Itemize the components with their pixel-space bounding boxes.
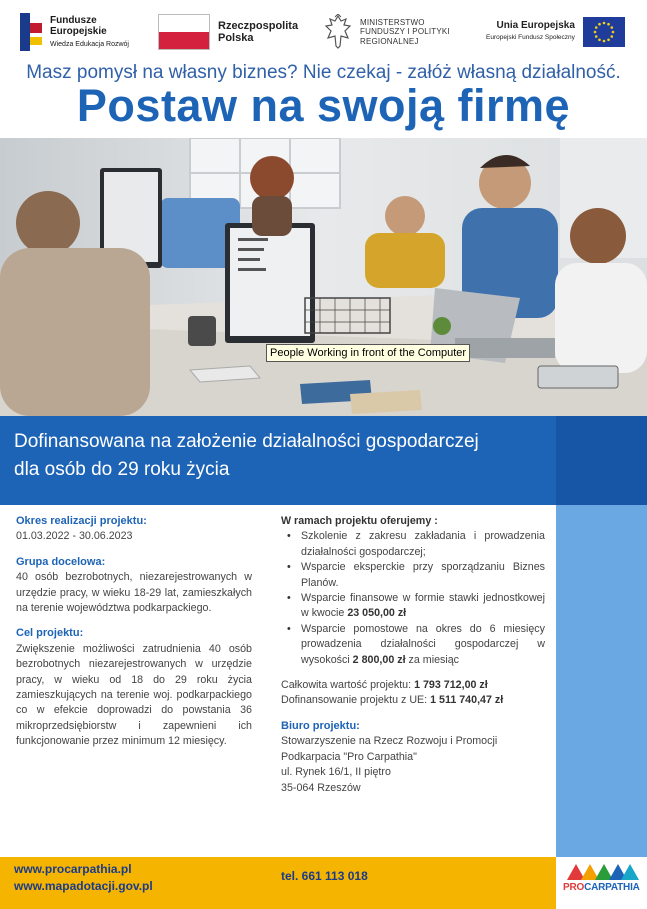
offer-item-3 (301, 591, 545, 622)
rzeczpospolita-logo (158, 12, 298, 52)
office-heading: Biuro projektu: (281, 719, 360, 732)
pl-line2: Polska (218, 32, 254, 44)
offer-4-post: za miesiąc (405, 653, 460, 666)
footer-phone: tel. 661 113 018 (281, 869, 368, 883)
eu-star (610, 35, 613, 38)
procarpathia-wordmark (563, 882, 639, 893)
min-line2: FUNDUSZY I POLITYKI (360, 27, 450, 37)
fe-line3: Wiedza Edukacja Rozwój (50, 40, 129, 48)
eu-star (595, 35, 598, 38)
logo-bar (0, 0, 647, 62)
ue-line1: Unia Europejska (496, 20, 575, 31)
right-column (281, 514, 545, 796)
office-line4: 35-064 Rzeszów (281, 781, 361, 794)
office-line3: ul. Rynek 16/1, II piętro (281, 766, 391, 779)
ue-line2: Europejski Fundusz Społeczny (486, 34, 575, 41)
offer-list (281, 529, 545, 668)
headline-band-text (14, 428, 554, 484)
eu-flag-icon (583, 17, 625, 47)
goal-heading: Cel projektu: (16, 627, 84, 640)
cofin-label: Dofinansowanie projektu z UE: (281, 694, 431, 707)
eagle-icon (324, 14, 352, 50)
polish-flag-icon (158, 14, 210, 50)
link-procarpathia[interactable]: www.procarpathia.pl (14, 862, 132, 876)
logo-pro: PRO (563, 882, 585, 893)
band-line1: Dofinansowana na założenie działalności gospodarczej (14, 431, 479, 452)
eu-star (610, 26, 613, 29)
office-line1: Stowarzyszenie na Rzecz Rozwoju i Promocji (281, 735, 498, 748)
period-heading: Okres realizacji projektu: (16, 515, 147, 527)
eu-star (612, 31, 615, 34)
link-mapadotacji[interactable]: www.mapadotacji.gov.pl (14, 879, 153, 893)
side-stripe (556, 505, 647, 857)
eu-star (607, 23, 610, 26)
ministerstwo-logo (324, 12, 450, 52)
office-line2: Podkarpacia "Pro Carpathia" (281, 750, 417, 763)
unia-europejska-logo (486, 12, 625, 52)
eu-star (603, 22, 606, 25)
offer-3-amount: 23 050,00 zł (347, 607, 407, 620)
fundusze-europejskie-logo (20, 12, 129, 52)
subtitle: Masz pomysł na własny biznes? Nie czekaj - załóż własną działalność. (26, 62, 621, 83)
office-photo (0, 138, 647, 416)
mountains-icon (563, 860, 639, 882)
offer-item-4 (301, 622, 545, 668)
offer-3-text: Wsparcie finansowe w formie stawki jednostkowej w kwocie (301, 592, 545, 620)
total-value-line (281, 678, 545, 693)
offer-heading: W ramach projektu oferujemy : (281, 515, 438, 527)
headline-band-right (556, 416, 647, 505)
eu-star (598, 23, 601, 26)
min-line1: MINISTERSTWO (360, 17, 425, 27)
offer-item-2: • Wsparcie eksperckie przy sporządzaniu Biznes Planów. (301, 560, 545, 591)
eu-star (607, 38, 610, 41)
pl-line1: Rzeczpospolita (218, 20, 299, 32)
eu-star (595, 26, 598, 29)
cofinancing-line (281, 693, 545, 708)
offer-4-text: Wsparcie pomostowe na okres do 6 miesięcy prowadzenia działalności gospodarczej w wysokości (301, 622, 545, 666)
cofin-value: 1 511 740,47 zł (430, 694, 504, 707)
goal-text: Zwiększenie możliwości zatrudnienia 40 osób bezrobotnych niezarejestrowanych w urzędzie pracy, w wieku od 18 do 29 roku życia zamieszkujących na terenie woj. podkarpackiego co w efekcie doprowadzi do powstania 36 mikroprzedsiębiorstw i zapewnieni ich funkcjonowanie przez minimum 12 miesięcy. (16, 642, 252, 748)
offer-4-amount: 2 800,00 zł (352, 653, 406, 666)
page-title: Postaw na swoją firmę (76, 80, 571, 131)
offer-item-1: • Szkolenie z zakresu zakładania i prowadzenia działalności gospodarczej; (301, 529, 545, 560)
eu-star (598, 38, 601, 41)
total-label: Całkowita wartość projektu: (281, 679, 415, 692)
image-tooltip: People Working in front of the Computer (266, 344, 470, 362)
fe-line1: Fundusze (50, 14, 97, 26)
band-line2: dla osób do 29 roku życia (14, 459, 230, 480)
fe-star-icon (20, 13, 44, 51)
footer-links (14, 861, 153, 895)
eu-star (594, 31, 597, 34)
min-line3: REGIONALNEJ (360, 36, 419, 46)
procarpathia-logo (563, 860, 639, 904)
left-column (16, 514, 252, 750)
office-photo-illustration (0, 138, 647, 416)
fe-line2: Europejskie (50, 25, 107, 37)
group-heading: Grupa docelowa: (16, 555, 106, 568)
eu-star (603, 40, 606, 43)
logo-carpathia: CARPATHIA (584, 882, 640, 893)
period-value: 01.03.2022 - 30.06.2023 (16, 530, 133, 543)
group-text: 40 osób bezrobotnych, niezarejestrowanych w urzędzie pracy, w wieku 18-29 lat, zamieszkałych na terenie województwa podkarpackiego. (16, 571, 252, 615)
total-value: 1 793 712,00 zł (414, 679, 488, 692)
